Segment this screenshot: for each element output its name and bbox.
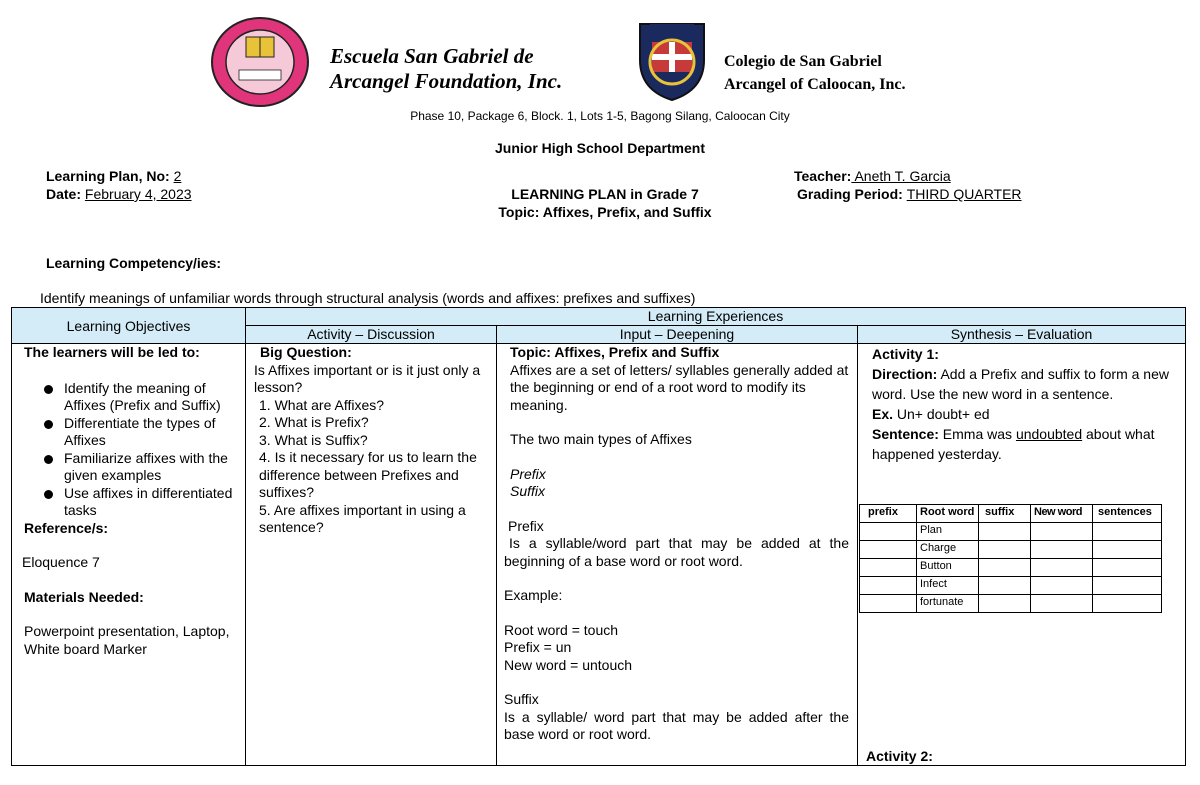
- objectives-header: [12, 308, 246, 344]
- objectives-list: [12, 380, 245, 520]
- activity2-label: Activity 2:: [866, 748, 933, 764]
- worksheet-header: prefix: [860, 505, 917, 523]
- objective-item: Familiarize affixes with the given examples: [12, 450, 245, 485]
- school-logo-left: [207, 15, 313, 111]
- suffix-definition: Is a syllable/ word part that may be added after the base word or root word.: [504, 708, 849, 742]
- big-question-label: Big Question:: [260, 344, 352, 360]
- school-name-left: [330, 44, 562, 94]
- direction-text: [872, 364, 1175, 404]
- input-upper: [504, 344, 849, 501]
- plan-topic: Topic: Affixes, Prefix, and Suffix: [498, 204, 712, 220]
- worksheet-row: [860, 559, 1162, 577]
- question-item: 1. What are Affixes?: [259, 396, 385, 413]
- learning-plan-table: [11, 307, 1186, 766]
- experiences-header-label: Learning Experiences: [647, 308, 784, 324]
- activity-cell: [246, 344, 497, 766]
- big-question-text: Is Affixes important or is it just only a lesson?: [254, 361, 481, 395]
- objectives-lead: The learners will be led to:: [24, 344, 200, 360]
- question-item: 4. Is it necessary for us to learn the difference between Prefixes and suffixes?: [259, 449, 477, 500]
- worksheet-header: Root word: [917, 505, 979, 523]
- reference-label: Reference/s:: [24, 519, 109, 536]
- prefix-definition: Is a syllable/word part that may be added at the beginning of a base word or root word.: [504, 535, 849, 569]
- prefix-heading: Prefix: [508, 517, 544, 534]
- plan-number-line: [46, 167, 192, 185]
- activity-col-header: Activity – Discussion: [246, 326, 497, 344]
- affix-type-prefix: Prefix: [510, 465, 546, 482]
- worksheet-root: Charge: [917, 541, 979, 559]
- school-name-left-line1: Escuela San Gabriel de: [330, 44, 534, 68]
- objectives-cell: [12, 344, 246, 766]
- input-topic: Topic: Affixes, Prefix and Suffix: [510, 344, 720, 360]
- worksheet-header: sentences: [1093, 505, 1162, 523]
- worksheet-root: Plan: [917, 523, 979, 541]
- sentence-line: [872, 424, 1175, 464]
- synthesis-cell: [858, 344, 1186, 766]
- competency-text: Identify meanings of unfamiliar words through structural analysis (words and affixes: prefixes and suffixes): [40, 290, 696, 306]
- objectives-header-label: Learning Objectives: [66, 317, 191, 334]
- teacher-label: Teacher:: [794, 168, 852, 184]
- affix-definition: Affixes are a set of letters/ syllables generally added at the beginning or end of a root word to modify its meaning.: [510, 361, 849, 413]
- school-name-right: [724, 50, 905, 96]
- input-col-header: Input – Deepening: [497, 326, 858, 344]
- plan-date-line: [46, 185, 192, 203]
- question-list: [256, 397, 488, 537]
- worksheet-row: [860, 595, 1162, 613]
- direction-body: Add a Prefix and suffix to form a new word. Use the new word in a sentence.: [872, 366, 1169, 402]
- grading-value: THIRD QUARTER: [906, 186, 1022, 202]
- competency-label: Learning Competency/ies:: [46, 255, 222, 271]
- example-root: Root word = touch: [504, 621, 619, 638]
- plan-date-label: Date:: [46, 186, 85, 202]
- objective-item: Use affixes in differentiated tasks: [12, 485, 245, 520]
- school-name-right-line1: Colegio de San Gabriel: [724, 53, 882, 70]
- worksheet-header: suffix: [979, 505, 1031, 523]
- worksheet-header: New word: [1031, 505, 1093, 523]
- teacher-line: [794, 167, 1022, 185]
- suffix-heading: Suffix: [504, 691, 539, 707]
- plan-number-label: Learning Plan, No:: [46, 168, 174, 184]
- grading-line: [794, 185, 1022, 203]
- worksheet-row: [860, 541, 1162, 559]
- affix-types-intro: The two main types of Affixes: [510, 431, 692, 447]
- synthesis-col-header: Synthesis – Evaluation: [858, 326, 1186, 344]
- question-item: 2. What is Prefix?: [259, 414, 369, 430]
- ex-body: Un+ doubt+ ed: [893, 406, 990, 422]
- worksheet-root: Button: [917, 559, 979, 577]
- sentence-pre: Emma was: [938, 426, 1016, 442]
- worksheet-root: Infect: [917, 577, 979, 595]
- plan-grade-title: LEARNING PLAN in Grade 7: [511, 186, 699, 202]
- worksheet-root: fortunate: [917, 595, 979, 613]
- plan-number-value: 2: [173, 168, 182, 184]
- example-new: New word = untouch: [504, 656, 633, 673]
- sentence-label: Sentence:: [872, 426, 939, 442]
- school-address: Phase 10, Package 6, Block. 1, Lots 1-5, Bagong Silang, Caloocan City: [410, 109, 790, 123]
- department-title: Junior High School Department: [494, 140, 705, 156]
- worksheet-row: [860, 523, 1162, 541]
- direction-label: Direction:: [872, 366, 938, 382]
- sentence-word: undoubted: [1015, 426, 1083, 442]
- school-logo-right: [636, 20, 708, 102]
- materials-value: Powerpoint presentation, Laptop, White board Marker: [24, 623, 230, 657]
- input-cell: [497, 344, 858, 766]
- plan-meta-right: [794, 167, 1022, 203]
- sentence-post: about what happened yesterday.: [872, 426, 1155, 462]
- worksheet-row: [860, 577, 1162, 595]
- objective-item: Identify the meaning of Affixes (Prefix and Suffix): [12, 380, 245, 415]
- ex-label: Ex.: [872, 406, 894, 422]
- school-name-right-line2: Arcangel of Caloocan, Inc.: [724, 76, 906, 93]
- plan-date-value: February 4, 2023: [84, 186, 192, 202]
- plan-title: [440, 185, 770, 221]
- reference-value: Eloquence 7: [22, 554, 100, 570]
- grading-label: Grading Period:: [797, 186, 907, 202]
- affix-worksheet-table: [859, 504, 1162, 613]
- affix-type-suffix: Suffix: [510, 483, 546, 499]
- question-item: 3. What is Suffix?: [259, 431, 368, 448]
- materials-label: Materials Needed:: [24, 588, 144, 605]
- example-line: [872, 404, 1175, 424]
- question-item: 5. Are affixes important in using a sentence?: [259, 501, 466, 535]
- experiences-header: [246, 308, 1186, 326]
- objective-item: Differentiate the types of Affixes: [12, 415, 245, 450]
- activity1-label: Activity 1:: [872, 346, 939, 362]
- example-label: Example:: [504, 587, 563, 603]
- plan-meta-left: [46, 167, 192, 203]
- school-name-left-line2: Arcangel Foundation, Inc.: [330, 69, 563, 93]
- teacher-value: Aneth T. Garcia: [851, 168, 951, 184]
- example-prefix: Prefix = un: [504, 639, 572, 655]
